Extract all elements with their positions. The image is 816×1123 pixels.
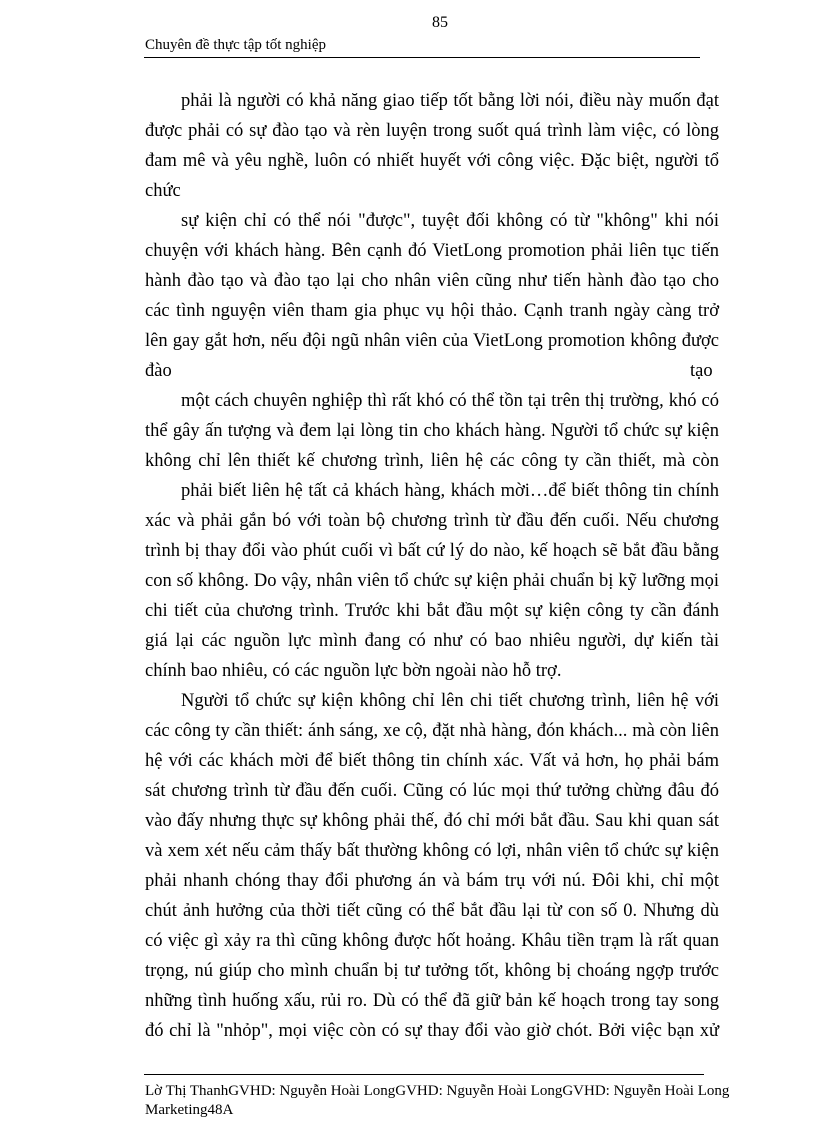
body-line: các tình nguyện viên tham gia phục vụ hội thảo. Cạnh tranh ngày càng trở bbox=[145, 301, 719, 321]
body-line: một cách chuyên nghiệp thì rất khó có thể tồn tại trên thị trường, khó có bbox=[181, 391, 719, 411]
body-line: trọng, nú giúp cho mình chuẩn bị tư tưởng tốt, không bị choáng ngợp trước bbox=[145, 961, 719, 981]
body-line: chuyện với khách hàng. Bên cạnh đó VietLong promotion phải liên tục tiến bbox=[145, 241, 719, 261]
body-line: chức bbox=[145, 181, 181, 201]
body-line: vào đấy nhưng thực sự không phải thế, đó chỉ mới bắt đầu. Sau khi quan sát bbox=[145, 811, 719, 831]
body-line: phải là người có khả năng giao tiếp tốt bằng lời nói, điều này muốn đạt bbox=[181, 91, 719, 111]
body-line: có việc gì xảy ra thì cũng không được hốt hoảng. Khâu tiền trạm là rất quan bbox=[145, 931, 719, 951]
body-line: và xem xét nếu cảm thấy bất thường không có lợi, nhân viên tổ chức sự kiện bbox=[145, 841, 719, 861]
body-line: phải biết liên hệ tất cả khách hàng, khách mời…để biết thông tin chính bbox=[181, 481, 719, 501]
body-line: Người tổ chức sự kiện không chỉ lên chi tiết chương trình, liên hệ với bbox=[181, 691, 719, 711]
body-line: không chỉ lên thiết kế chương trình, liên hệ các công ty cần thiết, mà còn bbox=[145, 451, 719, 471]
footer-author-line: Lờ Thị ThanhGVHD: Nguyễn Hoài LongGVHD: Nguyễn Hoài LongGVHD: Nguyễn Hoài Long bbox=[145, 1083, 730, 1099]
body-line: phải nhanh chóng thay đổi phương án và bám trụ với nú. Đôi khi, chỉ một bbox=[145, 871, 719, 891]
body-line: hành đào tạo và đào tạo lại cho nhân viên cũng như tiến hành đào tạo cho bbox=[145, 271, 719, 291]
body-line: trình bị thay đổi vào phút cuối vì bất cứ lý do nào, kế hoạch sẽ bắt đầu bằng bbox=[145, 541, 719, 561]
header-rule bbox=[144, 57, 700, 58]
body-line: giá lại các nguồn lực mình đang có như có bao nhiêu người, dự kiến tài bbox=[145, 631, 719, 651]
body-line: những tình huống xấu, rủi ro. Dù có thể đã giữ bản kế hoạch trong tay song bbox=[145, 991, 719, 1011]
body-line: sát chương trình từ đầu đến cuối. Cũng có lúc mọi thứ tưởng chừng đâu đó bbox=[145, 781, 719, 801]
body-line: đào bbox=[145, 361, 172, 381]
body-line: đó chỉ là "nhỏp", mọi việc còn có sự thay đổi vào giờ chót. Bởi việc bạn xử bbox=[145, 1021, 719, 1041]
body-line: đam mê và yêu nghề, luôn có nhiết huyết với công việc. Đặc biệt, người tổ bbox=[145, 151, 719, 171]
body-line: chút ảnh hưởng của thời tiết cũng có thể bắt đầu lại từ con số 0. Nhưng dù bbox=[145, 901, 719, 921]
footer-rule bbox=[144, 1074, 704, 1075]
body-line: chính bao nhiêu, có các nguồn lực bờn ngoài nào hỗ trợ. bbox=[145, 661, 562, 681]
body-line: chi tiết của chương trình. Trước khi bắt đầu một sự kiện công ty cần đánh bbox=[145, 601, 719, 621]
header-title: Chuyên đề thực tập tốt nghiệp bbox=[145, 37, 327, 53]
body-line: thể gây ấn tượng và đem lại lòng tin cho khách hàng. Người tổ chức sự kiện bbox=[145, 421, 719, 441]
body-line: được phải có sự đào tạo và rèn luyện trong suốt quá trình làm việc, có lòng bbox=[145, 121, 719, 141]
body-line: tạo bbox=[690, 361, 713, 381]
page-number: 85 bbox=[432, 14, 448, 31]
footer-class-line: Marketing48A bbox=[145, 1102, 234, 1118]
body-line: sự kiện chỉ có thể nói "được", tuyệt đối không có từ "không" khi nói bbox=[181, 211, 719, 231]
body-line: xác và phải gắn bó với toàn bộ chương trình từ đầu đến cuối. Nếu chương bbox=[145, 511, 719, 531]
body-line: lên gay gắt hơn, nếu đội ngũ nhân viên của VietLong promotion không được bbox=[145, 331, 719, 351]
body-line: con số không. Do vậy, nhân viên tổ chức sự kiện phải chuẩn bị kỹ lưỡng mọi bbox=[145, 571, 719, 591]
body-line: hệ với các khách mời để biết thông tin chính xác. Vất vả hơn, họ phải bám bbox=[145, 751, 719, 771]
body-line: các công ty cần thiết: ánh sáng, xe cộ, đặt nhà hàng, đón khách... mà còn liên bbox=[145, 721, 719, 741]
